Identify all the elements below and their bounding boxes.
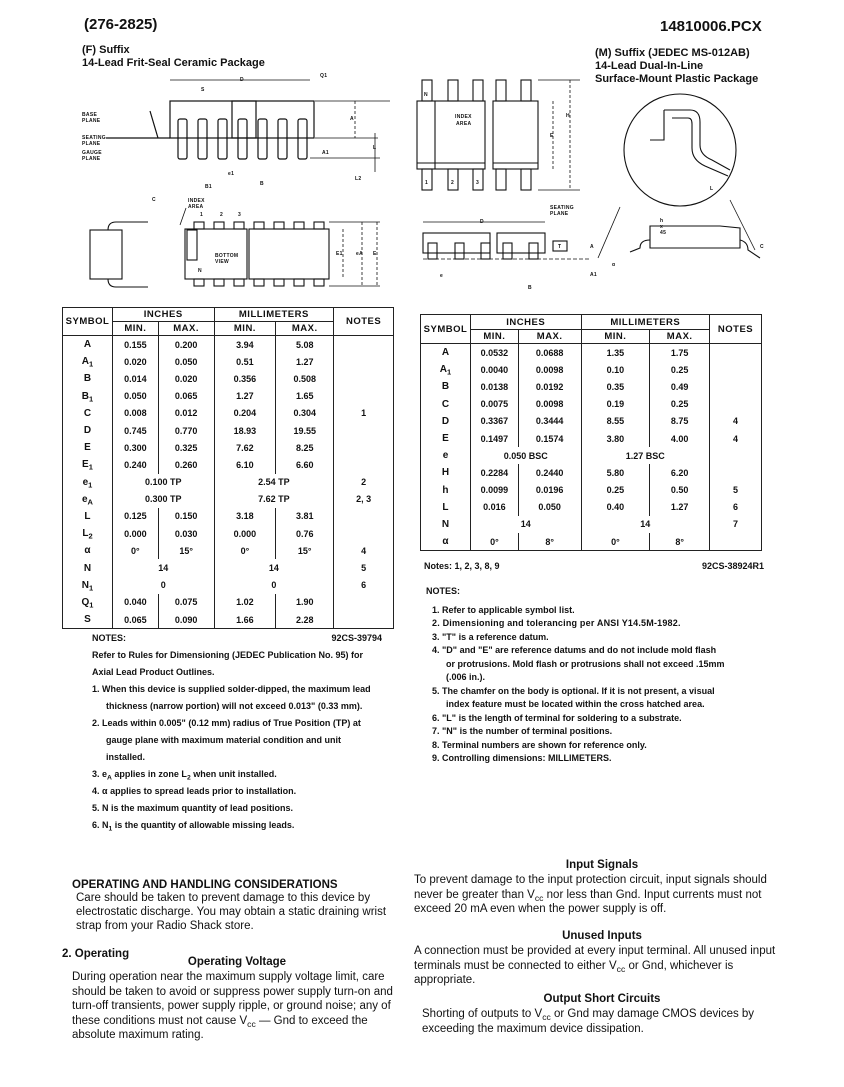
symbol-cell: D <box>63 422 113 439</box>
m-dim-a1: A1 <box>590 272 597 278</box>
mm-max-cell: 8° <box>650 533 710 551</box>
m-note-2: 2. Dimensioning and tolerancing per ANSI Y14.5M-1982. <box>432 618 681 628</box>
inches-header: INCHES <box>470 315 581 330</box>
mm-min-cell: 1.35 <box>581 344 650 362</box>
mm-min-cell: 18.93 <box>214 422 276 439</box>
inches-min-cell: 0.016 <box>470 499 518 516</box>
m-dim-d: D <box>480 219 484 225</box>
symbol-cell: $e_1$ <box>63 474 113 491</box>
m-title-line1: (M) Suffix (JEDEC MS-012AB) <box>595 47 750 59</box>
inches-max-cell: 0.0098 <box>518 361 581 378</box>
f-pin-1: 1 <box>200 212 204 218</box>
mm-max-cell: 0.50 <box>650 482 710 499</box>
table-row <box>63 456 394 473</box>
mm-min-cell: 6.10 <box>214 456 276 473</box>
handling-section <box>72 879 402 933</box>
mm-value-cell: 0 <box>214 577 334 594</box>
mm-max-cell: 8.75 <box>650 413 710 430</box>
mm-max-cell: 1.90 <box>276 594 334 611</box>
m-notes <box>426 585 726 766</box>
mm-min-cell: 0.000 <box>214 525 276 542</box>
dim-a1: A1 <box>322 150 329 156</box>
f-drawing-code: 92CS-39794 <box>331 633 382 643</box>
f-note-3: 3. $e_A$ applies in zone $L_2$ when unit installed. <box>92 769 277 782</box>
table-row <box>421 499 762 516</box>
table-row <box>421 482 762 499</box>
notes-cell <box>710 533 762 551</box>
inches-max-cell: 0.2440 <box>518 464 581 481</box>
symbol-cell: C <box>421 396 471 413</box>
inches-min-cell: 0.0099 <box>470 482 518 499</box>
mm-max-cell: 0.76 <box>276 525 334 542</box>
inches-min-cell: 0.014 <box>112 370 158 387</box>
table-row <box>421 430 762 447</box>
f-note-5: 5. N is the maximum quantity of lead positions. <box>92 803 294 813</box>
mm-value-cell: 2.54 TP <box>214 474 334 491</box>
inches-max-cell: 0.0098 <box>518 396 581 413</box>
inches-min-cell: 0.0532 <box>470 344 518 362</box>
symbol-header: SYMBOL <box>63 308 113 336</box>
notes-cell <box>710 344 762 362</box>
mm-min-cell: 8.55 <box>581 413 650 430</box>
m-dim-b: B <box>528 285 532 291</box>
f-pin-2: 2 <box>220 212 224 218</box>
inches-min-cell: 0.155 <box>112 336 158 354</box>
f-notes <box>92 630 382 834</box>
voltage-heading: Operating Voltage <box>187 956 287 968</box>
mm-min-cell: 0.51 <box>214 353 276 370</box>
mm-max-cell: 2.28 <box>276 611 334 629</box>
symbol-cell: α <box>421 533 471 551</box>
f-note-2: 2. Leads within 0.005" (0.12 mm) radius of True Position (TP) at gauge plane with maximum material condition and unit installed. <box>92 718 361 762</box>
table-row <box>63 439 394 456</box>
symbol-cell: D <box>421 413 471 430</box>
notes-cell <box>334 508 394 525</box>
inches-max-cell: 0.325 <box>158 439 214 456</box>
notes-cell <box>334 388 394 405</box>
m-index-area-1: INDEX <box>455 114 472 120</box>
m-dim-e-pitch: e <box>440 273 444 279</box>
inches-min-cell: 0.0138 <box>470 378 518 395</box>
output-short-heading: Output Short Circuits <box>543 993 661 1005</box>
table-row <box>421 344 762 362</box>
dim-e1: e1 <box>228 171 235 177</box>
inches-value-cell: 14 <box>112 559 214 576</box>
m-note-3: 3. "T" is a reference datum. <box>432 631 549 642</box>
in-max-header: MAX. <box>158 322 214 336</box>
f-note-1: 1. When this device is supplied solder-dipped, the maximum lead thickness (narrow portion) will not exceed 0.013" (0.33 mm). <box>92 684 371 711</box>
notes-header: NOTES <box>334 308 394 336</box>
symbol-cell: $Q_1$ <box>63 594 113 611</box>
mm-max-cell: 1.27 <box>650 499 710 516</box>
mm-min-cell: 0° <box>214 542 276 559</box>
notes-cell: 4 <box>710 430 762 447</box>
m-dimension-table <box>420 314 762 551</box>
inches-min-cell: 0.008 <box>112 405 158 422</box>
inches-min-cell: 0.020 <box>112 353 158 370</box>
mm-min-cell: 0.19 <box>581 396 650 413</box>
table-row <box>421 464 762 481</box>
inches-min-cell: 0.0040 <box>470 361 518 378</box>
mm-min-cell: 7.62 <box>214 439 276 456</box>
dim-e1-cap: E1 <box>336 251 343 257</box>
symbol-cell: E <box>421 430 471 447</box>
table-row <box>63 508 394 525</box>
inches-max-cell: 0.3444 <box>518 413 581 430</box>
inches-max-cell: 8° <box>518 533 581 551</box>
mm-max-cell: 1.27 <box>276 353 334 370</box>
inches-max-cell: 0.020 <box>158 370 214 387</box>
notes-cell: 4 <box>710 413 762 430</box>
bottom-view-label: BOTTOM VIEW <box>215 253 239 265</box>
inches-max-cell: 0.075 <box>158 594 214 611</box>
dim-ea: eA <box>356 251 363 257</box>
table-row <box>63 405 394 422</box>
mm-max-cell: 0.25 <box>650 361 710 378</box>
notes-cell <box>334 456 394 473</box>
mm-min-cell: 3.80 <box>581 430 650 447</box>
m-note-6: 6. "L" is the length of terminal for soldering to a substrate. <box>432 712 682 723</box>
inches-header: INCHES <box>112 308 214 322</box>
symbol-cell: A <box>63 336 113 354</box>
input-signals-text: To prevent damage to the input protection circuit, input signals should never be greater than $V_{cc}$ nor less than Gnd. Input currents must not exceed 20 mA even when the power supply is off. <box>414 874 767 915</box>
mm-max-cell: 0.508 <box>276 370 334 387</box>
mm-header: MILLIMETERS <box>214 308 334 322</box>
table-row <box>63 559 394 576</box>
notes-cell <box>710 447 762 464</box>
inches-min-cell: 0.3367 <box>470 413 518 430</box>
mm-max-cell: 0.49 <box>650 378 710 395</box>
m-chamfer-label: h x 45 <box>660 218 667 236</box>
inches-value-cell: 0 <box>112 577 214 594</box>
notes-cell <box>334 525 394 542</box>
inches-max-cell: 0.090 <box>158 611 214 629</box>
dim-e: E <box>373 251 377 257</box>
seating-plane-label: SEATING PLANE <box>82 135 106 147</box>
mm-value-cell: 14 <box>214 559 334 576</box>
mm-min-cell: 0.356 <box>214 370 276 387</box>
mm-max-cell: 8.25 <box>276 439 334 456</box>
symbol-cell: $A_1$ <box>421 361 471 378</box>
table-row <box>63 577 394 594</box>
m-dim-t: T <box>558 244 562 250</box>
operating-label: 2. Operating <box>62 948 130 960</box>
mm-max-cell: 1.65 <box>276 388 334 405</box>
notes-cell <box>710 378 762 395</box>
table-row <box>421 378 762 395</box>
m-drawing-code: 92CS-38924R1 <box>701 561 764 571</box>
dim-l2: L2 <box>355 176 362 182</box>
input-signals-heading: Input Signals <box>565 859 639 871</box>
mm-value-cell: 1.27 BSC <box>581 447 710 464</box>
notes-cell: 4 <box>334 542 394 559</box>
notes-cell: 6 <box>334 577 394 594</box>
symbol-cell: H <box>421 464 471 481</box>
mm-max-cell: 3.81 <box>276 508 334 525</box>
notes-cell: 2, 3 <box>334 491 394 508</box>
dim-b: B <box>260 181 264 187</box>
m-dim-l: L <box>710 186 714 192</box>
inches-max-cell: 0.0688 <box>518 344 581 362</box>
mm-max-cell: 0.304 <box>276 405 334 422</box>
inches-min-cell: 0.1497 <box>470 430 518 447</box>
inches-max-cell: 0.260 <box>158 456 214 473</box>
table-row <box>63 594 394 611</box>
mm-max-header: MAX. <box>276 322 334 336</box>
mm-min-cell: 1.02 <box>214 594 276 611</box>
file-name: 14810006.PCX <box>660 18 762 35</box>
inches-min-cell: 0.040 <box>112 594 158 611</box>
handling-text: Care should be taken to prevent damage to this device by electrostatic discharge. You may obtain a static draining wrist strap from your Radio Shack store. <box>76 892 387 932</box>
table-row <box>63 370 394 387</box>
notes-cell <box>334 370 394 387</box>
notes-cell: 7 <box>710 516 762 533</box>
table-row <box>63 611 394 629</box>
notes-cell <box>334 611 394 629</box>
symbol-cell: $E_1$ <box>63 456 113 473</box>
mm-min-cell: 0° <box>581 533 650 551</box>
notes-cell: 1 <box>334 405 394 422</box>
f-pin-3: 3 <box>238 212 242 218</box>
mm-max-cell: 6.60 <box>276 456 334 473</box>
inches-max-cell: 0.770 <box>158 422 214 439</box>
part-number: (276-2825) <box>84 16 158 33</box>
m-title-line2: 14-Lead Dual-In-Line <box>595 60 704 72</box>
symbol-cell: L <box>421 499 471 516</box>
inches-max-cell: 0.0196 <box>518 482 581 499</box>
table-row <box>421 447 762 464</box>
inches-min-cell: 0.300 <box>112 439 158 456</box>
table-row <box>63 336 394 354</box>
inches-value-cell: 0.100 TP <box>112 474 214 491</box>
m-notes-ref: Notes: 1, 2, 3, 8, 9 <box>424 561 500 571</box>
mm-max-cell: 6.20 <box>650 464 710 481</box>
mm-max-cell: 5.08 <box>276 336 334 354</box>
f-notes-heading: NOTES: <box>92 633 127 643</box>
dim-s: S <box>201 87 205 93</box>
notes-cell <box>710 361 762 378</box>
dim-l: L <box>373 145 377 151</box>
inches-min-cell: 0° <box>470 533 518 551</box>
inches-min-cell: 0.0075 <box>470 396 518 413</box>
inches-min-cell: 0.000 <box>112 525 158 542</box>
inches-min-cell: 0.745 <box>112 422 158 439</box>
m-note-1: 1. Refer to applicable symbol list. <box>432 604 575 615</box>
m-pin-2: 2 <box>451 180 455 186</box>
m-table-footer <box>424 561 764 571</box>
symbol-cell: N <box>63 559 113 576</box>
mm-min-cell: 0.40 <box>581 499 650 516</box>
inches-min-cell: 0.240 <box>112 456 158 473</box>
mm-min-header: MIN. <box>214 322 276 336</box>
m-note-5: 5. The chamfer on the body is optional. If it is not present, a visual index feature must be located within the cross hatched area. <box>432 685 715 709</box>
mm-value-cell: 7.62 TP <box>214 491 334 508</box>
inches-max-cell: 0.0192 <box>518 378 581 395</box>
f-dimension-table <box>62 307 394 629</box>
in-min-header: MIN. <box>112 322 158 336</box>
table-row <box>63 422 394 439</box>
symbol-cell: N <box>421 516 471 533</box>
symbol-cell: $B_1$ <box>63 388 113 405</box>
table-row <box>421 361 762 378</box>
symbol-cell: $N_1$ <box>63 577 113 594</box>
mm-min-cell: 5.80 <box>581 464 650 481</box>
inches-min-cell: 0.050 <box>112 388 158 405</box>
symbol-cell: h <box>421 482 471 499</box>
symbol-cell: B <box>421 378 471 395</box>
table-row <box>421 533 762 551</box>
inches-max-cell: 0.150 <box>158 508 214 525</box>
inches-max-cell: 0.012 <box>158 405 214 422</box>
gauge-plane-label: GAUGE PLANE <box>82 150 102 162</box>
mm-max-cell: 19.55 <box>276 422 334 439</box>
m-pin-3: 3 <box>476 180 480 186</box>
dim-q1: Q1 <box>320 73 328 79</box>
table-row <box>421 396 762 413</box>
mm-max-cell: 4.00 <box>650 430 710 447</box>
mm-value-cell: 14 <box>581 516 710 533</box>
m-pin-1: 1 <box>425 180 429 186</box>
mm-max-cell: 0.25 <box>650 396 710 413</box>
mm-header: MILLIMETERS <box>581 315 710 330</box>
inches-value-cell: 0.050 BSC <box>470 447 581 464</box>
in-max-header: MAX. <box>518 330 581 344</box>
m-svg <box>0 0 844 320</box>
table-row <box>63 353 394 370</box>
symbol-cell: C <box>63 405 113 422</box>
notes-cell <box>334 336 394 354</box>
symbol-cell: B <box>63 370 113 387</box>
inches-max-cell: 0.200 <box>158 336 214 354</box>
f-title-line1: (F) Suffix <box>82 44 130 56</box>
mm-max-cell: 1.75 <box>650 344 710 362</box>
inches-min-cell: 0.065 <box>112 611 158 629</box>
handling-heading: OPERATING AND HANDLING CONSIDERATIONS <box>72 879 338 891</box>
inches-value-cell: 0.300 TP <box>112 491 214 508</box>
mm-min-cell: 1.66 <box>214 611 276 629</box>
inches-value-cell: 14 <box>470 516 581 533</box>
f-index-area-label: INDEX AREA <box>188 198 205 210</box>
m-note-4: 4. "D" and "E" are reference datums and do not include mold flash or protrusions. Mold flash or protrusions shall not exceed .15mm (.006 in.). <box>432 645 725 682</box>
symbol-cell: $L_2$ <box>63 525 113 542</box>
f-note-6: 6. $N_1$ is the quantity of allowable missing leads. <box>92 820 295 833</box>
m-seating-plane-label: SEATING PLANE <box>550 205 574 217</box>
symbol-cell: L <box>63 508 113 525</box>
dim-a: A <box>350 116 354 122</box>
inches-max-cell: 0.030 <box>158 525 214 542</box>
notes-cell <box>334 594 394 611</box>
m-note-8: 8. Terminal numbers are shown for reference only. <box>432 739 647 750</box>
notes-cell <box>334 439 394 456</box>
unused-inputs-text: A connection must be provided at every input terminal. All unused input terminals must be connected to either $V_{cc}$ or Gnd, whichever is appropriate. <box>414 945 776 986</box>
mm-max-header: MAX. <box>650 330 710 344</box>
mm-min-cell: 0.204 <box>214 405 276 422</box>
inches-min-cell: 0° <box>112 542 158 559</box>
f-notes-intro: Refer to Rules for Dimensioning (JEDEC Publication No. 95) for Axial Lead Product Outlines. <box>92 650 364 677</box>
mm-min-cell: 1.27 <box>214 388 276 405</box>
notes-cell: 5 <box>334 559 394 576</box>
m-dim-c: C <box>760 244 764 250</box>
symbol-header: SYMBOL <box>421 315 471 344</box>
m-dim-h: H <box>566 113 570 119</box>
m-notes-heading: NOTES: <box>426 586 461 596</box>
notes-cell <box>710 396 762 413</box>
m-index-area-2: AREA <box>456 121 472 127</box>
mm-min-cell: 3.94 <box>214 336 276 354</box>
m-dim-a: A <box>590 244 594 250</box>
inches-max-cell: 15° <box>158 542 214 559</box>
mm-max-cell: 15° <box>276 542 334 559</box>
unused-inputs-heading: Unused Inputs <box>562 930 642 942</box>
dim-c: C <box>152 197 156 203</box>
notes-header: NOTES <box>710 315 762 344</box>
voltage-text: During operation near the maximum supply voltage limit, care should be taken to avoid or suppress power supply turn-on and turn-off transients, power supply ripple, or ground noise; any of these conditions must not cause $V_{cc}$ — Gnd to exceed the absolute maximum rating. <box>72 971 393 1041</box>
notes-cell: 6 <box>710 499 762 516</box>
m-dim-alpha: α <box>612 262 616 268</box>
mm-min-cell: 3.18 <box>214 508 276 525</box>
inches-max-cell: 0.050 <box>158 353 214 370</box>
f-note-4: 4. α applies to spread leads prior to installation. <box>92 786 297 796</box>
m-pin-n: N <box>424 92 428 98</box>
m-note-9: 9. Controlling dimensions: MILLIMETERS. <box>432 753 612 763</box>
f-pin-n: N <box>198 268 202 274</box>
m-title-line3: Surface-Mount Plastic Package <box>595 73 759 85</box>
notes-cell <box>710 464 762 481</box>
output-short-text: Shorting of outputs to $V_{cc}$ or Gnd may damage CMOS devices by exceeding the maximum device dissipation. <box>422 1008 755 1035</box>
inches-max-cell: 0.1574 <box>518 430 581 447</box>
table-row <box>63 388 394 405</box>
symbol-cell: E <box>63 439 113 456</box>
mm-min-cell: 0.35 <box>581 378 650 395</box>
in-min-header: MIN. <box>470 330 518 344</box>
dim-b1: B1 <box>205 184 212 190</box>
symbol-cell: α <box>63 542 113 559</box>
m-dim-e: E <box>550 133 554 139</box>
table-row <box>63 474 394 491</box>
symbol-cell: $A_1$ <box>63 353 113 370</box>
notes-cell <box>334 422 394 439</box>
mm-min-header: MIN. <box>581 330 650 344</box>
table-row <box>63 525 394 542</box>
table-row <box>421 516 762 533</box>
table-row <box>63 491 394 508</box>
inches-min-cell: 0.125 <box>112 508 158 525</box>
f-title-line2: 14-Lead Frit-Seal Ceramic Package <box>82 57 265 69</box>
inches-max-cell: 0.065 <box>158 388 214 405</box>
symbol-cell: A <box>421 344 471 362</box>
base-plane-label: BASE PLANE <box>82 112 101 124</box>
symbol-cell: $e_A$ <box>63 491 113 508</box>
mm-min-cell: 0.25 <box>581 482 650 499</box>
table-row <box>63 542 394 559</box>
inches-max-cell: 0.050 <box>518 499 581 516</box>
symbol-cell: e <box>421 447 471 464</box>
table-row <box>421 413 762 430</box>
symbol-cell: S <box>63 611 113 629</box>
notes-cell: 5 <box>710 482 762 499</box>
mm-min-cell: 0.10 <box>581 361 650 378</box>
notes-cell: 2 <box>334 474 394 491</box>
notes-cell <box>334 353 394 370</box>
m-note-7: 7. "N" is the number of terminal positions. <box>432 726 613 736</box>
inches-min-cell: 0.2284 <box>470 464 518 481</box>
dim-d: D <box>240 77 244 83</box>
